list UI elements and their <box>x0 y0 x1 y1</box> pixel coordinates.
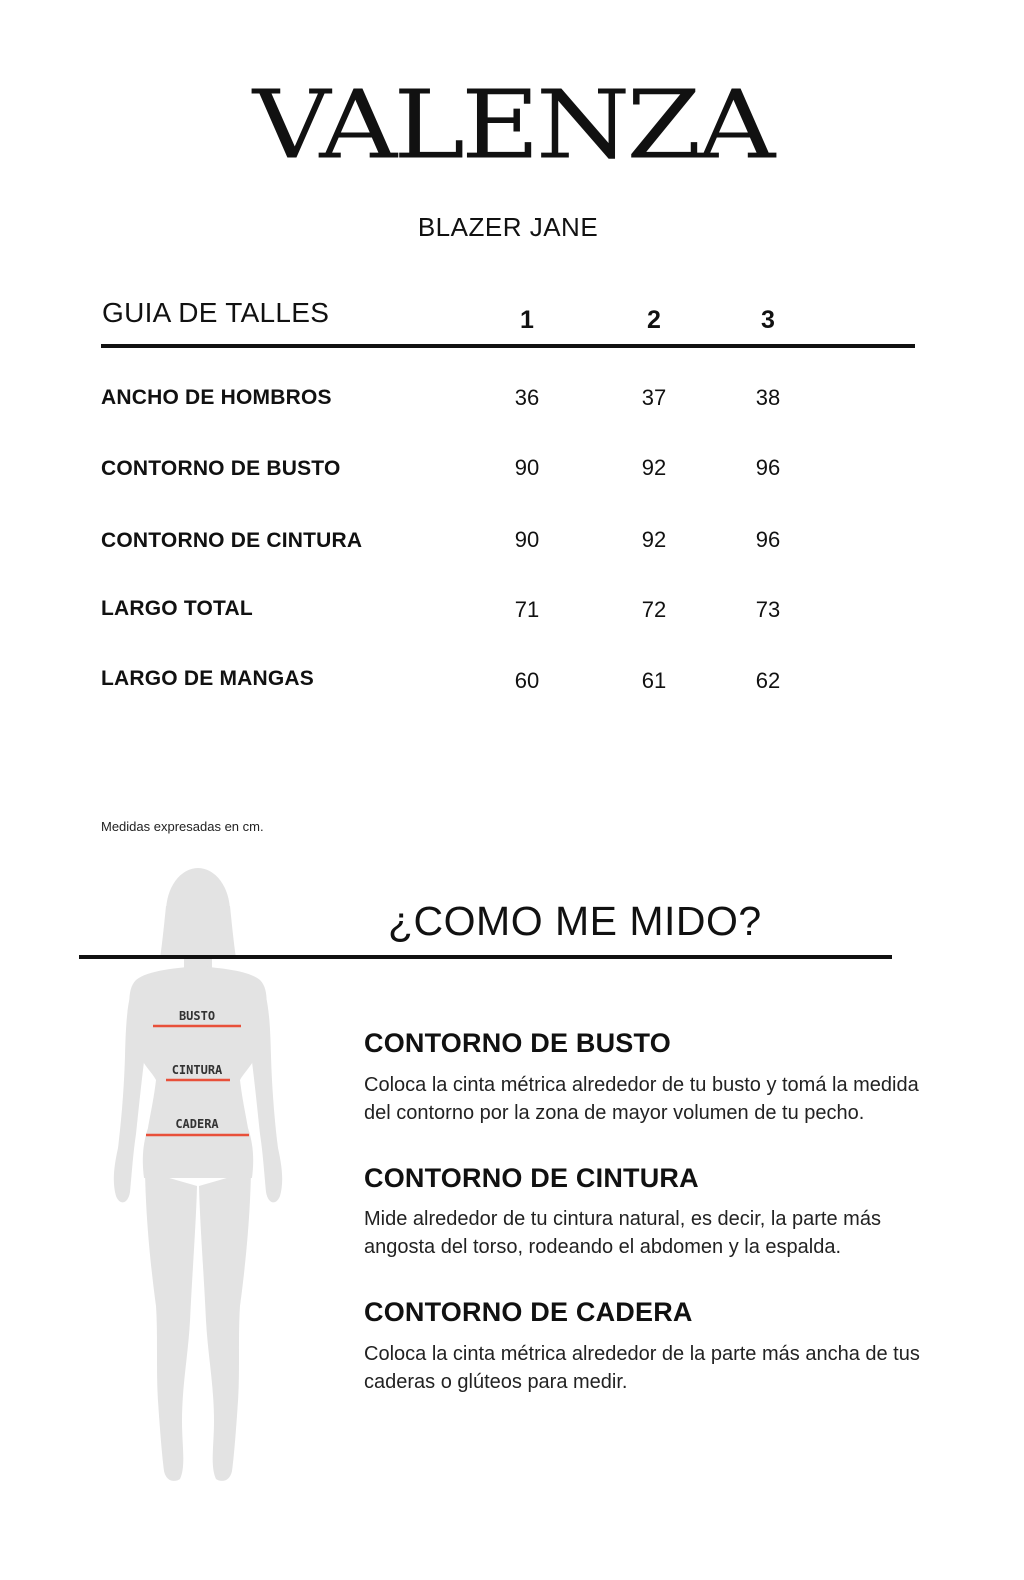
table-cell: 73 <box>755 597 781 622</box>
size-header-1: 1 <box>520 306 534 334</box>
silhouette-right-leg <box>199 1171 251 1481</box>
brand-logo: VALENZA <box>252 70 772 181</box>
row-label: LARGO TOTAL <box>101 597 253 620</box>
table-cell: 92 <box>641 455 667 480</box>
row-label: ANCHO DE HOMBROS <box>101 386 332 409</box>
size-header-3: 3 <box>761 306 775 334</box>
table-divider <box>101 344 915 348</box>
silhouette <box>114 868 282 1481</box>
cintura-label: CINTURA <box>171 1063 223 1077</box>
table-cell: 37 <box>641 385 667 410</box>
howto-item-text: Coloca la cinta métrica alrededor de tu busto y tomá la medida <box>364 1074 919 1096</box>
size-header-2: 2 <box>647 306 661 334</box>
cadera-label: CADERA <box>175 1117 219 1131</box>
row-label: CONTORNO DE CINTURA <box>101 529 363 552</box>
silhouette-left-leg <box>145 1171 197 1481</box>
howto-item-title: CONTORNO DE CINTURA <box>364 1163 699 1193</box>
howto-item-text: Coloca la cinta métrica alrededor de la parte más ancha de tus <box>364 1343 920 1365</box>
howto-item-title: CONTORNO DE CADERA <box>364 1297 693 1327</box>
table-cell: 92 <box>641 527 667 552</box>
table-cell: 62 <box>755 668 781 693</box>
product-title: BLAZER JANE <box>417 212 599 242</box>
howto-divider <box>79 955 892 959</box>
row-label: CONTORNO DE BUSTO <box>101 457 341 480</box>
table-cell: 38 <box>755 385 781 410</box>
body-silhouette-figure <box>108 866 288 1491</box>
table-cell: 71 <box>514 597 540 622</box>
howto-title: ¿COMO ME MIDO? <box>388 898 762 944</box>
table-cell: 90 <box>514 455 540 480</box>
howto-item-text: angosta del torso, rodeando el abdomen y la espalda. <box>364 1236 842 1258</box>
units-note: Medidas expresadas en cm. <box>101 819 264 834</box>
table-cell: 96 <box>755 455 781 480</box>
table-cell: 36 <box>514 385 540 410</box>
row-label: LARGO DE MANGAS <box>101 667 314 690</box>
table-cell: 61 <box>641 668 667 693</box>
silhouette-left-arm <box>114 980 146 1202</box>
table-cell: 96 <box>755 527 781 552</box>
size-table-title: GUIA DE TALLES <box>102 297 330 328</box>
table-cell: 72 <box>641 597 667 622</box>
howto-item-text: del contorno por la zona de mayor volumen de tu pecho. <box>364 1102 865 1124</box>
howto-item-title: CONTORNO DE BUSTO <box>364 1028 671 1058</box>
howto-item-text: Mide alrededor de tu cintura natural, es decir, la parte más <box>364 1208 881 1230</box>
table-cell: 60 <box>514 668 540 693</box>
table-cell: 90 <box>514 527 540 552</box>
howto-item-text: caderas o glúteos para medir. <box>364 1371 628 1393</box>
silhouette-right-arm <box>250 980 282 1202</box>
busto-label: BUSTO <box>178 1009 216 1023</box>
